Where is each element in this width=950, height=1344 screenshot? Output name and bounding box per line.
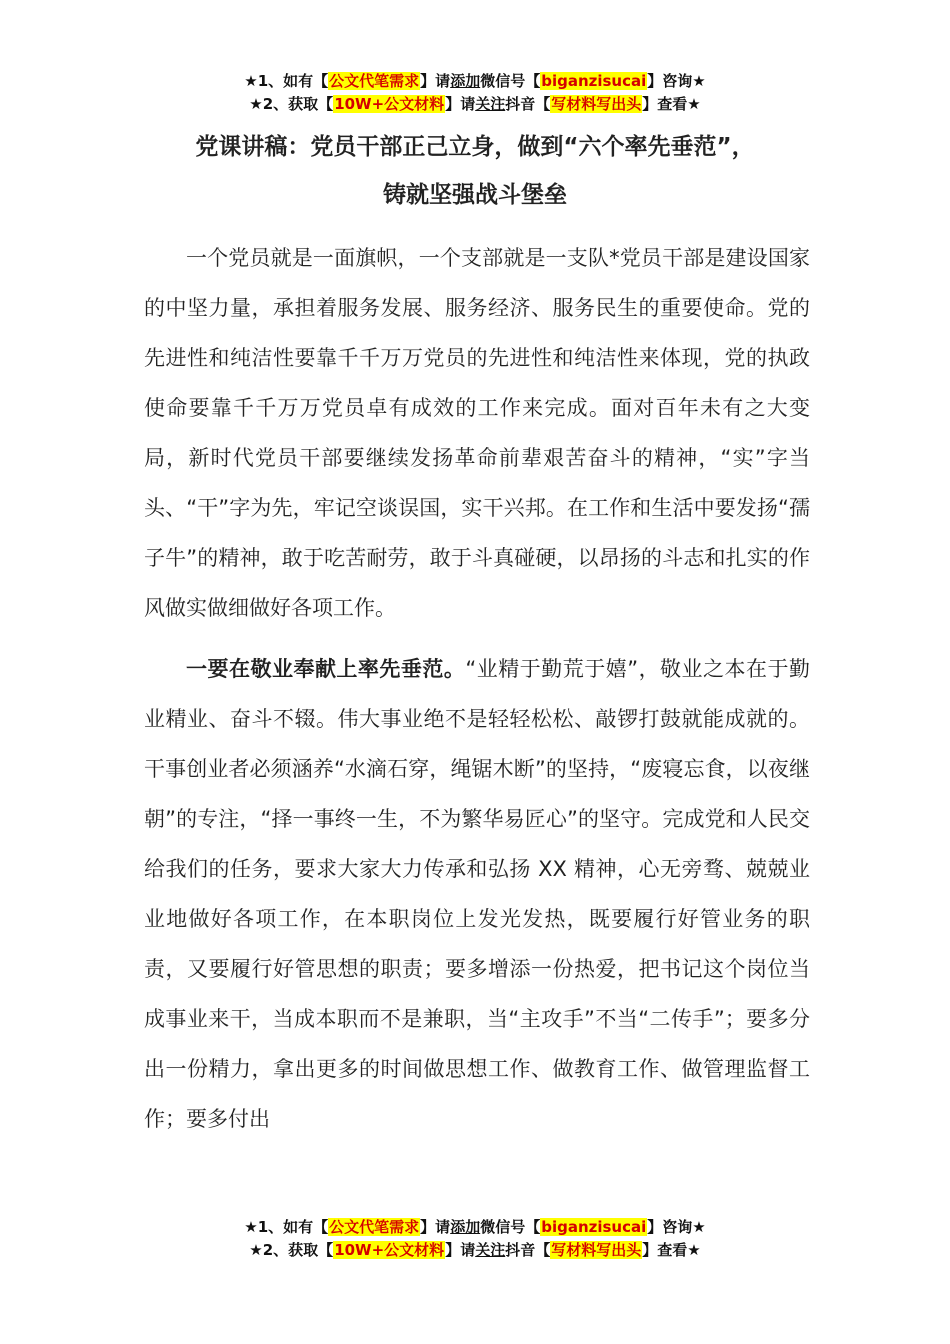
banner-highlight: 公文代笔需求 — [329, 72, 420, 90]
banner-underline-text: 添加 — [450, 1218, 481, 1236]
paragraph-2-text — [144, 644, 810, 1144]
banner-highlight: biganzisucai — [541, 1218, 647, 1236]
banner-text: 】请 — [420, 1218, 451, 1236]
banner-line-2 — [0, 1239, 950, 1262]
banner-underline-text: 关注 — [475, 1241, 506, 1259]
banner-text: 抖音【 — [505, 95, 551, 113]
footer-banner — [0, 1216, 950, 1262]
banner-line-1 — [0, 1216, 950, 1239]
banner-text: 微信号【 — [480, 72, 541, 90]
banner-highlight: biganzisucai — [541, 72, 647, 90]
document-title-line-1: 党课讲稿：党员干部正己立身，做到“六个率先垂范”， — [195, 134, 755, 160]
banner-text: 】咨询★ — [647, 1218, 706, 1236]
banner-underline-text: 关注 — [475, 95, 506, 113]
banner-line-1 — [0, 70, 950, 93]
banner-highlight: 写材料写出头 — [551, 95, 642, 113]
banner-text: 】请 — [445, 1241, 476, 1259]
banner-underline-text: 添加 — [450, 72, 481, 90]
banner-text: ★1、如有【 — [244, 72, 329, 90]
banner-text: 】查看★ — [642, 1241, 701, 1259]
banner-text: ★1、如有【 — [244, 1218, 329, 1236]
paragraph-2-body: “业精于勤荒于嬉”，敬业之本在于勤业精业、奋斗不辍。伟大事业绝不是轻轻松松、敲锣打鼓就能成就的。干事创业者必须涵养“水滴石穿，绳锯木断”的坚持，“废寝忘食，以夜继朝”的专注，“择一事终一生，不为繁华易匠心”的坚守。完成党和人民交给我们的任务，要求大家大力传承和弘扬 XX 精神，心无旁骛、兢兢业业地做好各项工作，在本职岗位上发光发热，既要履行好管业务的职责，又要履行好管思想的职责；要多增添一份热爱，把书记这个岗位当成事业来干，当成本职而不是兼职，当“主攻手”不当“二传手”；要多分出一份精力，拿出更多的时间做思想工作、做教育工作、做管理监督工作；要多付出 — [144, 657, 811, 1131]
paragraph-1 — [144, 233, 810, 633]
paragraph-2 — [144, 644, 810, 1144]
document-title-line-2: 铸就坚强战斗堡垒 — [383, 182, 567, 208]
banner-line-2 — [0, 93, 950, 116]
banner-text: 】查看★ — [642, 95, 701, 113]
banner-highlight: 公文代笔需求 — [329, 1218, 420, 1236]
banner-text: 】咨询★ — [647, 72, 706, 90]
banner-text: 微信号【 — [480, 1218, 541, 1236]
banner-highlight: 10W+公文材料 — [334, 95, 445, 113]
banner-text: 抖音【 — [505, 1241, 551, 1259]
banner-text: 】请 — [445, 95, 476, 113]
paragraph-2-lead: 一要在敬业奉献上率先垂范。 — [186, 657, 466, 681]
paragraph-1-text: 一个党员就是一面旗帜，一个支部就是一支队*党员干部是建设国家的中坚力量，承担着服务发展、服务经济、服务民生的重要使命。党的先进性和纯洁性要靠千千万万党员的先进性和纯洁性来体现，党的执政使命要靠千千万万党员卓有成效的工作来完成。面对百年未有之大变局，新时代党员干部要继续发扬革命前辈艰苦奋斗的精神，“实”字当头、“干”字为先，牢记空谈误国，实干兴邦。在工作和生活中要发扬“孺子牛”的精神，敢于吃苦耐劳，敢于斗真碰硬，以昂扬的斗志和扎实的作风做实做细做好各项工作。 — [144, 246, 810, 620]
banner-text: ★2、获取【 — [249, 1241, 334, 1259]
banner-highlight: 10W+公文材料 — [334, 1241, 445, 1259]
banner-highlight: 写材料写出头 — [551, 1241, 642, 1259]
header-banner — [0, 70, 950, 116]
banner-text: ★2、获取【 — [249, 95, 334, 113]
banner-text: 】请 — [420, 72, 451, 90]
